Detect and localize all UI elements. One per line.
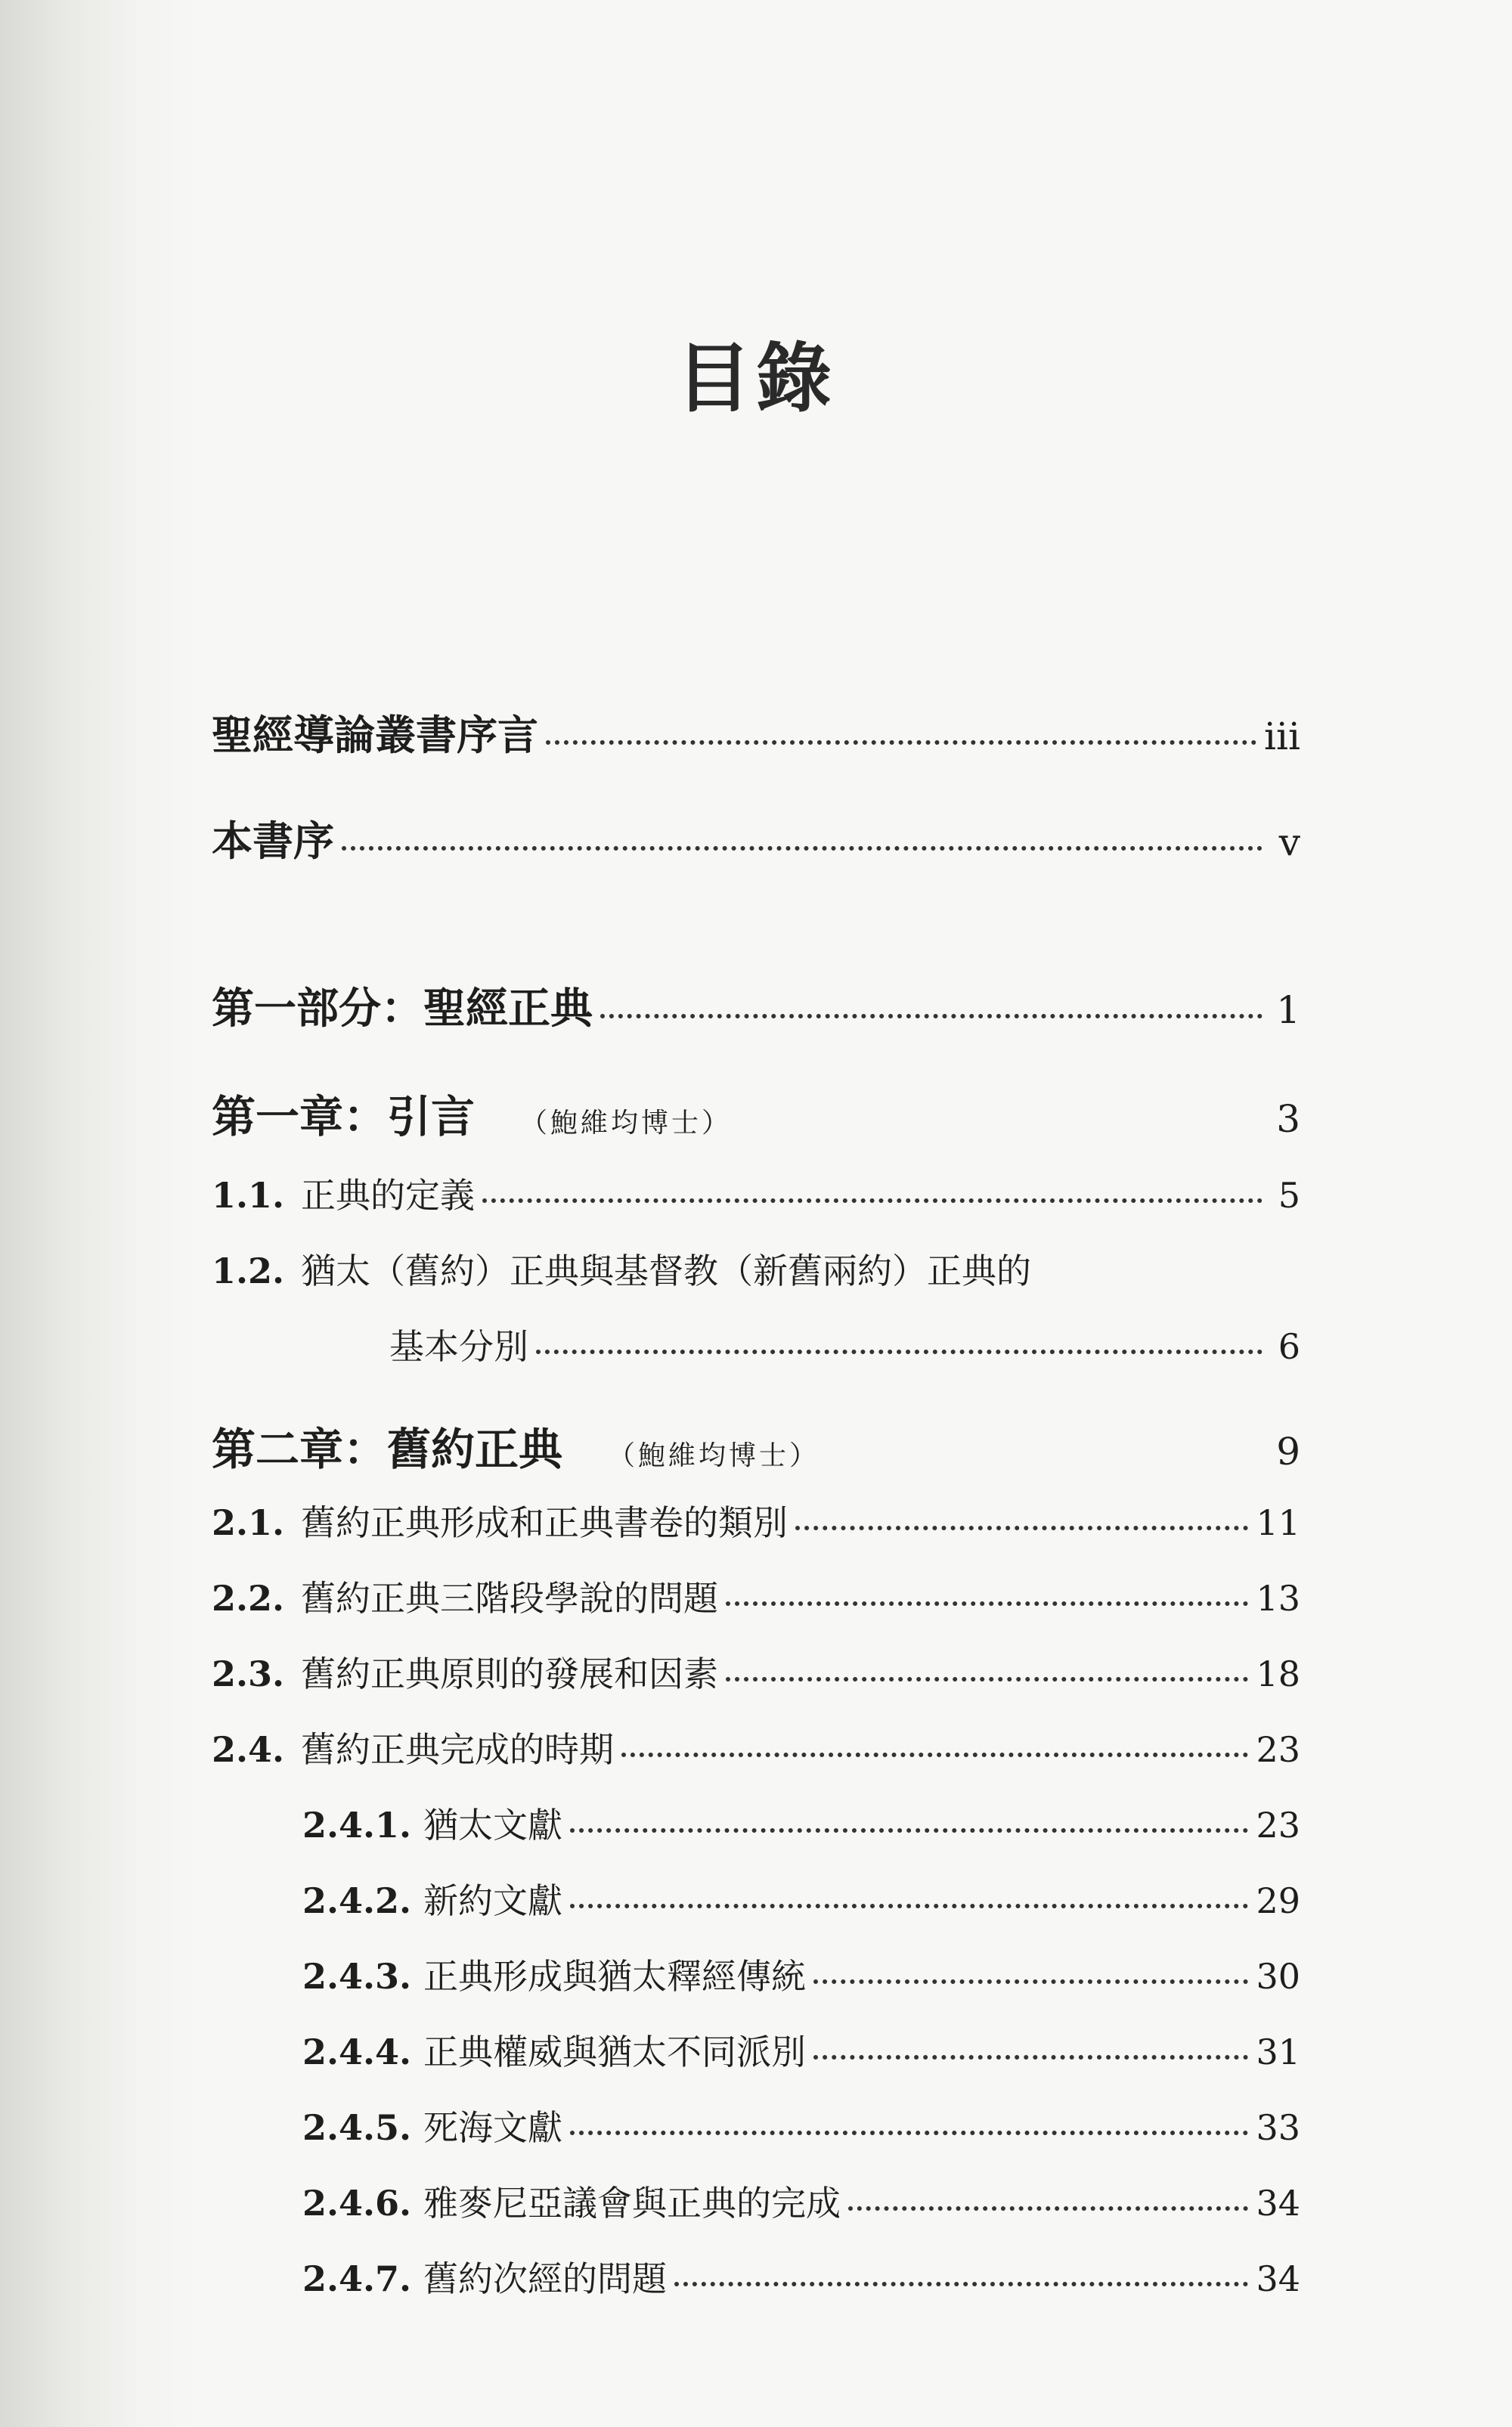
toc-entry-subsection[interactable]: [302, 1874, 1300, 1923]
entry-page: v: [1278, 820, 1300, 864]
entry-title: 本書序: [212, 817, 334, 865]
entry-title: 猶太文獻: [423, 1805, 562, 1846]
entry-title: 舊約正典三階段學說的問題: [301, 1578, 718, 1619]
entry-page: 29: [1256, 1880, 1300, 1921]
entry-page: 34: [1256, 2258, 1300, 2299]
entry-page: 1: [1276, 988, 1300, 1032]
dot-leader: [848, 2206, 1248, 2211]
subsection-number: 2.4.3.: [302, 1956, 412, 1997]
toc-entry-section[interactable]: [212, 1496, 1300, 1545]
entry-title: 新約文獻: [423, 1880, 562, 1921]
toc-entry-section[interactable]: [212, 1244, 1300, 1294]
subsection-number: 2.4.1.: [302, 1805, 412, 1846]
section-number: 2.1.: [212, 1502, 285, 1543]
dot-leader: [600, 1014, 1263, 1018]
entry-author: （鮑維均博士）: [608, 1440, 820, 1471]
entry-title: 正典的定義: [301, 1175, 475, 1216]
dot-leader: [536, 1350, 1263, 1354]
entry-title: 死海文獻: [423, 2107, 562, 2148]
subsection-number: 2.4.2.: [302, 1880, 412, 1921]
entry-title: 第一部分：聖經正典: [212, 984, 593, 1034]
toc-entry-subsection[interactable]: [302, 2252, 1300, 2301]
toc-entry-section[interactable]: [212, 1168, 1300, 1218]
entry-title: 第一章：引言: [212, 1091, 476, 1142]
entry-page: iii: [1264, 714, 1300, 758]
entry-title-continued: 基本分別: [389, 1326, 528, 1367]
entry-title: 舊約正典形成和正典書卷的類別: [301, 1502, 788, 1543]
dot-leader: [342, 846, 1263, 851]
toc-entry-series-preface[interactable]: [212, 703, 1300, 761]
dot-leader: [674, 2282, 1248, 2286]
toc-entry-subsection[interactable]: [302, 1949, 1300, 1999]
entry-page: 23: [1256, 1805, 1300, 1846]
entry-title: 聖經導論叢書序言: [212, 711, 538, 759]
toc-entry-chapter-1[interactable]: [212, 1081, 1300, 1145]
entry-page: 5: [1278, 1175, 1300, 1216]
dot-leader: [570, 2131, 1248, 2135]
entry-page: 3: [1276, 1097, 1300, 1141]
dot-leader: [482, 1198, 1263, 1203]
toc-entry-subsection[interactable]: [302, 2025, 1300, 2075]
entry-page: 13: [1256, 1578, 1300, 1619]
dot-leader: [570, 1904, 1248, 1908]
dot-leader: [726, 1601, 1248, 1606]
page-title: 目錄: [676, 334, 836, 423]
section-number: 2.3.: [212, 1654, 285, 1694]
dot-leader: [813, 2055, 1248, 2060]
entry-page: 31: [1256, 2032, 1300, 2072]
entry-page: 23: [1256, 1729, 1300, 1770]
entry-page: 9: [1276, 1430, 1300, 1474]
dot-leader: [795, 1526, 1248, 1530]
entry-page: 33: [1256, 2107, 1300, 2148]
toc-entry-book-preface[interactable]: [212, 809, 1300, 867]
dot-leader: [570, 1828, 1248, 1833]
toc-entry-chapter-2[interactable]: [212, 1414, 1300, 1477]
entry-title: 正典形成與猶太釋經傳統: [423, 1956, 806, 1997]
dot-leader: [726, 1677, 1248, 1682]
entry-title: 猶太（舊約）正典與基督教（新舊兩約）正典的: [301, 1251, 1031, 1291]
entry-page: 11: [1256, 1502, 1300, 1543]
entry-title: 雅麥尼亞議會與正典的完成: [423, 2183, 841, 2224]
toc-entry-section[interactable]: [212, 1722, 1300, 1772]
subsection-number: 2.4.4.: [302, 2032, 412, 2072]
dot-leader: [546, 740, 1256, 745]
toc-entry-subsection[interactable]: [302, 1798, 1300, 1848]
toc-entry-part-1[interactable]: [212, 975, 1300, 1036]
entry-page: 34: [1256, 2183, 1300, 2224]
subsection-number: 2.4.6.: [302, 2183, 412, 2224]
section-number: 2.2.: [212, 1578, 285, 1619]
entry-author: （鮑維均博士）: [520, 1108, 733, 1139]
dot-leader: [621, 1753, 1248, 1757]
toc-entry-section-continued[interactable]: [389, 1319, 1300, 1369]
entry-page: 30: [1256, 1956, 1300, 1997]
dot-leader: [813, 1979, 1248, 1984]
toc-entry-subsection[interactable]: [302, 2176, 1300, 2226]
toc-entry-subsection[interactable]: [302, 2100, 1300, 2150]
entry-title: 舊約正典完成的時期: [301, 1729, 614, 1770]
section-number: 1.2.: [212, 1251, 285, 1291]
entry-title: 舊約正典原則的發展和因素: [301, 1654, 718, 1694]
section-number: 1.1.: [212, 1175, 285, 1216]
entry-title: 正典權威與猶太不同派別: [423, 2032, 806, 2072]
subsection-number: 2.4.7.: [302, 2258, 412, 2299]
entry-page: 18: [1256, 1654, 1300, 1694]
entry-title: 第二章：舊約正典: [212, 1424, 563, 1475]
toc-entry-section[interactable]: [212, 1647, 1300, 1697]
toc-entry-section[interactable]: [212, 1571, 1300, 1621]
entry-title: 舊約次經的問題: [423, 2258, 667, 2299]
entry-page: 6: [1278, 1326, 1300, 1367]
section-number: 2.4.: [212, 1729, 285, 1770]
subsection-number: 2.4.5.: [302, 2107, 412, 2148]
